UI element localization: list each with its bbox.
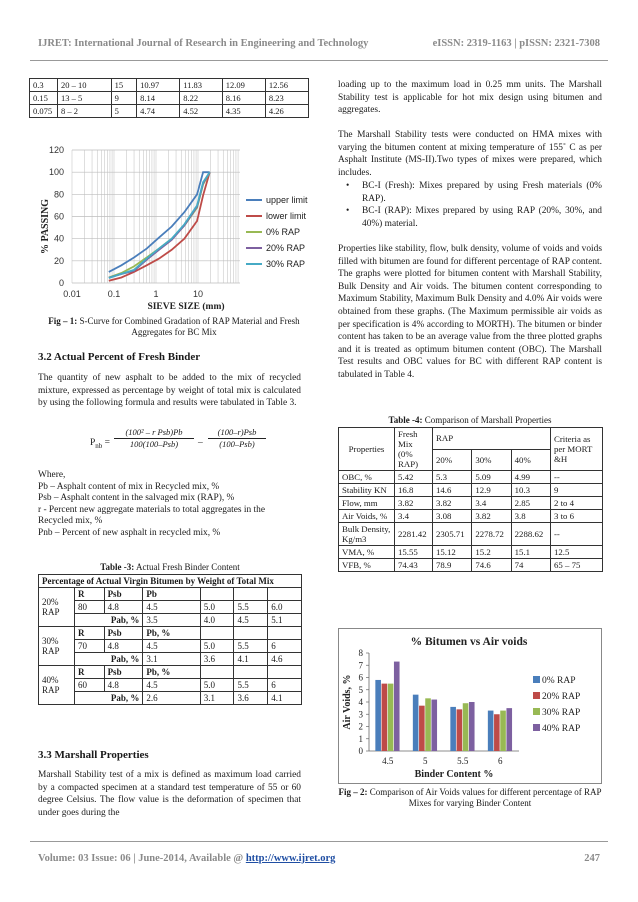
table-cell: OBC, % (339, 471, 395, 484)
table-cell (234, 627, 268, 640)
legend-label: 0% RAP (542, 676, 576, 686)
table-cell (234, 666, 268, 679)
table-cell: Bulk Density, Kg/m3 (339, 523, 395, 546)
table-cell: 3.08 (433, 510, 472, 523)
section-3-3-paragraph: Marshall Stability test of a mix is defined as maximum load carried by a compacted specimen at a standard test temperature of 55 or 60 degree Celsius. The flow value is the deformation of specimen that under goes during the (38, 770, 301, 818)
table-cell: 3.1 (143, 653, 200, 666)
mix-type-list (338, 180, 602, 230)
table-row (39, 692, 302, 705)
table-cell: 74 (511, 559, 550, 572)
bar-40-rap (394, 662, 400, 751)
rap-group-label: 40% RAP (39, 666, 75, 705)
table-cell (268, 666, 302, 679)
table-cell: 4.5 (143, 679, 200, 692)
table-cell: 2288.62 (511, 523, 550, 546)
table-cell: 3.8 (511, 510, 550, 523)
table-cell: 5.09 (472, 471, 511, 484)
header-rule (30, 60, 608, 61)
table-cell: Stability KN (339, 484, 395, 497)
y-tick-label: 20 (53, 255, 64, 266)
table-cell: 4.5 (143, 601, 200, 614)
table-cell: 3.1 (200, 692, 234, 705)
table-cell: 9 (551, 484, 603, 497)
table-cell (200, 588, 234, 601)
table-cell: 4.5 (234, 614, 268, 627)
table-cell: 15.55 (395, 546, 433, 559)
column-header: R (75, 588, 105, 601)
page-footer (38, 853, 600, 864)
table-cell: 2 to 4 (551, 497, 603, 510)
bar-30-rap (388, 684, 394, 751)
column-header: Psb (104, 627, 143, 640)
table-cell: 5.5 (234, 640, 268, 653)
pab-label: Pab, % (75, 653, 143, 666)
page-number: 247 (584, 853, 600, 864)
table-3-title: Percentage of Actual Virgin Bitumen by Weight of Total Mix (39, 575, 302, 588)
table-cell: 3.82 (472, 510, 511, 523)
legend-swatch (533, 708, 540, 715)
rap-group-label: 20% RAP (39, 588, 75, 627)
table-3 (38, 574, 302, 705)
table-cell: 4.26 (265, 105, 308, 118)
table-cell: 6.0 (268, 601, 302, 614)
x-tick-label: 1 (153, 289, 159, 299)
journal-link[interactable]: http://www.ijret.org (245, 853, 336, 864)
table-cell: 8.16 (222, 92, 265, 105)
table-row (39, 666, 302, 679)
table-row (339, 510, 603, 523)
x-tick-label: 4.5 (382, 756, 394, 766)
figure-2-caption: Fig – 2: Comparison of Air Voids values for different percentage of RAP Mixes for varying Binder Content (338, 787, 602, 808)
formula-numerator-1: (100² – r Psb)Pb (125, 427, 183, 437)
header-criteria: Criteria as per MORT &H (551, 428, 603, 471)
table-cell: 3.82 (433, 497, 472, 510)
table-cell: 5.0 (200, 679, 234, 692)
y-tick-label: 1 (358, 733, 363, 744)
section-3-2-paragraph: The quantity of new asphalt to be added to the mix of recycled mixture, expressed as percentage by weight of total mix is calculated by using the following formula and results were tabulated in Table 3. (38, 373, 301, 409)
column-header: Psb (104, 666, 143, 679)
table-cell: 4.8 (104, 640, 143, 653)
header-20: 20% (433, 449, 472, 471)
table-cell: 6 (268, 640, 302, 653)
table-cell: 4.1 (234, 653, 268, 666)
table-cell: 3.4 (472, 497, 511, 510)
table-cell: 12.5 (551, 546, 603, 559)
table-cell: 20 – 10 (58, 79, 112, 92)
y-tick-label: 3 (358, 709, 363, 720)
table-cell: 4.52 (180, 105, 223, 118)
bar-0-rap (488, 711, 494, 751)
s-curve-chart (28, 140, 328, 316)
table-cell (268, 588, 302, 601)
table-cell: 12.09 (222, 79, 265, 92)
legend-label: 20% RAP (542, 692, 581, 702)
x-axis-label: SIEVE SIZE (mm) (147, 302, 225, 312)
table-cell (268, 627, 302, 640)
table-cell: 12.9 (472, 484, 511, 497)
table-row (339, 559, 603, 572)
table-row (30, 105, 309, 118)
chart-title: % Bitumen vs Air voids (410, 636, 528, 648)
table-cell: 4.35 (222, 105, 265, 118)
table-cell: 8.22 (180, 92, 223, 105)
table-cell: 74.43 (395, 559, 433, 572)
table-cell: 8 – 2 (58, 105, 112, 118)
table-cell: 65 – 75 (551, 559, 603, 572)
table-cell (234, 588, 268, 601)
table-cell: 15.12 (433, 546, 472, 559)
legend-label: 30% RAP (542, 708, 581, 718)
bar-20-rap (419, 706, 425, 751)
table-cell: 5.0 (200, 640, 234, 653)
rap-group-label: 30% RAP (39, 627, 75, 666)
table-row (30, 79, 309, 92)
column-header: Pb (143, 588, 200, 601)
y-tick-label: 60 (53, 211, 64, 222)
table-cell: 5.5 (234, 679, 268, 692)
y-tick-label: 100 (48, 167, 64, 178)
footer-rule (30, 841, 608, 842)
list-item: • BC-I (Fresh): Mixes prepared by using Fresh materials (0% RAP). (338, 180, 602, 205)
table-cell: 3.5 (143, 614, 200, 627)
header-rap: RAP (433, 428, 551, 450)
table-cell: 80 (75, 601, 105, 614)
legend-label: 40% RAP (542, 724, 581, 734)
table-4 (338, 427, 603, 572)
table-row (39, 614, 302, 627)
table-cell: 3.82 (395, 497, 433, 510)
formula-denominator-2: (100–Psb) (208, 438, 266, 449)
table-cell: 4.5 (143, 640, 200, 653)
where-label: Where, (38, 470, 66, 480)
bar-40-rap (431, 700, 437, 751)
table-cell: 5.5 (234, 601, 268, 614)
y-tick-label: 120 (48, 145, 64, 155)
bar-0-rap (375, 680, 381, 751)
variable-definitions (38, 470, 302, 540)
table-cell: 13 – 5 (58, 92, 112, 105)
figure-1-caption: Fig – 1: S-Curve for Combined Gradation of RAP Material and Fresh Aggregates for BC Mix (48, 316, 300, 337)
table-cell: 2305.71 (433, 523, 472, 546)
table-cell: 4.99 (511, 471, 550, 484)
bar-20-rap (457, 709, 463, 751)
table-cell: 4.0 (200, 614, 234, 627)
bar-40-rap (506, 708, 512, 751)
table-row (39, 588, 302, 601)
table-cell: 12.56 (265, 79, 308, 92)
right-paragraph-2: The Marshall Stability tests were conducted on HMA mixes with varying the bitumen content at mixing temperature of 155˚ C as per Asphalt Institute (MS-II).Two types of mixes were prepared, which includes. (338, 130, 602, 178)
x-tick-label: 5 (423, 756, 428, 766)
table-row (39, 640, 302, 653)
legend-label: 20% RAP (266, 243, 306, 253)
bar-0-rap (413, 695, 419, 751)
table-cell: 5 (111, 105, 137, 118)
legend-label: 0% RAP (266, 227, 301, 237)
pab-label: Pab, % (75, 614, 143, 627)
table-cell (200, 666, 234, 679)
table-cell: VFB, % (339, 559, 395, 572)
table-cell: 2.85 (511, 497, 550, 510)
table-cell: 5.0 (200, 601, 234, 614)
table-cell: 2.6 (143, 692, 200, 705)
page-header (38, 38, 600, 49)
legend-label: 30% RAP (266, 259, 306, 269)
table-row (339, 523, 603, 546)
x-tick-label: 0.1 (107, 289, 121, 299)
table-cell: 15.1 (511, 546, 550, 559)
x-tick-label: 0.01 (63, 289, 81, 299)
table-cell: 15.2 (472, 546, 511, 559)
section-3-2-heading: 3.2 Actual Percent of Fresh Binder (38, 351, 201, 363)
table-cell: 70 (75, 640, 105, 653)
header-40: 40% (511, 449, 550, 471)
issn: eISSN: 2319-1163 | pISSN: 2321-7308 (432, 38, 600, 49)
table-cell: 74.6 (472, 559, 511, 572)
column-header: Pb, % (143, 627, 200, 640)
legend-swatch (533, 692, 540, 699)
table-cell: 14.6 (433, 484, 472, 497)
x-tick-label: 10 (192, 289, 204, 299)
x-tick-label: 5.5 (457, 756, 469, 766)
definition-pb: Pb – Asphalt content of mix in Recycled mix, % (38, 481, 220, 492)
table-row (39, 601, 302, 614)
table-cell: Flow, mm (339, 497, 395, 510)
table-cell: 78.9 (433, 559, 472, 572)
table-cell: 0.15 (30, 92, 58, 105)
table-cell: -- (551, 471, 603, 484)
table-cell: 2278.72 (472, 523, 511, 546)
table-cell: -- (551, 523, 603, 546)
bar-30-rap (463, 703, 469, 751)
header-30: 30% (472, 449, 511, 471)
table-cell: 5.3 (433, 471, 472, 484)
definition-psb: Psb – Asphalt content in the salvaged mix (RAP), % (38, 493, 235, 504)
table-cell: 5.42 (395, 471, 433, 484)
table-cell: 4.8 (104, 679, 143, 692)
definition-r: r - Percent new aggregate materials to total aggregates in the Recycled mix, % (38, 504, 265, 527)
legend-swatch (533, 676, 540, 683)
table-cell: VMA, % (339, 546, 395, 559)
formula-denominator-1: 100(100–Psb) (114, 438, 194, 449)
table-cell: 3.6 (200, 653, 234, 666)
table-cell: 10.97 (137, 79, 180, 92)
formula-numerator-2: (100–r)Psb (217, 427, 257, 437)
column-header: Psb (104, 588, 143, 601)
pab-label: Pab, % (75, 692, 143, 705)
table-cell (200, 627, 234, 640)
table-cell: 15 (111, 79, 137, 92)
table-row (39, 627, 302, 640)
table-cell: 9 (111, 92, 137, 105)
air-voids-chart (339, 629, 601, 783)
table-cell: 6 (268, 679, 302, 692)
legend-label: upper limit (266, 195, 308, 205)
column-header: R (75, 666, 105, 679)
y-tick-label: 0 (58, 278, 64, 288)
y-tick-label: 2 (358, 721, 363, 732)
legend-swatch (533, 724, 540, 731)
sieve-table-continued (29, 78, 309, 118)
table-cell: 4.8 (104, 601, 143, 614)
table-cell: 3.4 (395, 510, 433, 523)
table-4-caption: Table -4: Comparison of Marshall Properties (388, 415, 552, 425)
table-row (30, 92, 309, 105)
bar-40-rap (469, 702, 475, 751)
y-axis-label: % PASSING (40, 198, 51, 255)
table-row (39, 679, 302, 692)
table-3-caption: Table -3: Actual Fresh Binder Content (100, 562, 240, 572)
table-row (39, 653, 302, 666)
table-cell: 5.1 (268, 614, 302, 627)
bar-0-rap (450, 707, 456, 751)
legend-label: lower limit (266, 211, 307, 221)
table-cell: 2281.42 (395, 523, 433, 546)
formula: $P_{nb}$ = (100² – r Psb)Pb 100(100–Psb) – (100–r)Psb (100–Psb) (90, 427, 270, 461)
y-tick-label: 0 (358, 746, 363, 756)
journal-name: IJRET: International Journal of Research in Engineering and Technology (38, 38, 369, 49)
table-cell: 4.6 (268, 653, 302, 666)
table-row (339, 546, 603, 559)
table-cell: 11.83 (180, 79, 223, 92)
y-axis-label: Air Voids, % (342, 674, 353, 730)
x-tick-label: 6 (498, 756, 503, 766)
y-tick-label: 40 (53, 233, 64, 244)
table-cell: 4.1 (268, 692, 302, 705)
bar-20-rap (382, 684, 388, 751)
table-cell: 4.74 (137, 105, 180, 118)
table-cell: 3.6 (234, 692, 268, 705)
y-tick-label: 4 (358, 697, 363, 707)
y-tick-label: 7 (358, 660, 363, 671)
table-cell: 10.3 (511, 484, 550, 497)
bar-30-rap (500, 711, 506, 751)
footer-volume: Volume: 03 Issue: 06 | June-2014, Available @ http://www.ijret.org (38, 853, 336, 864)
table-row (339, 484, 603, 497)
table-cell: 8.23 (265, 92, 308, 105)
y-tick-label: 6 (358, 672, 363, 683)
section-3-3-heading: 3.3 Marshall Properties (38, 749, 149, 761)
y-tick-label: 80 (53, 189, 64, 200)
table-cell: Air Voids, % (339, 510, 395, 523)
column-header: Pb, % (143, 666, 200, 679)
table-cell: 0.075 (30, 105, 58, 118)
column-header: R (75, 627, 105, 640)
right-paragraph-1: loading up to the maximum load in 0.25 mm units. The Marshall Stability test is applicable for hot mix design using bitumen and aggregates. (338, 80, 602, 116)
list-item: • BC-I (RAP): Mixes prepared by using RAP (20%, 30%, and 40%) material. (338, 205, 602, 230)
y-tick-label: 5 (358, 684, 363, 695)
table-cell: 60 (75, 679, 105, 692)
table-cell: 3 to 6 (551, 510, 603, 523)
figure-1-chart (28, 140, 328, 316)
table-row (339, 497, 603, 510)
table-cell: 16.8 (395, 484, 433, 497)
table-row (339, 471, 603, 484)
table-cell: 8.14 (137, 92, 180, 105)
bar-20-rap (494, 714, 500, 751)
right-paragraph-3: Properties like stability, flow, bulk density, volume of voids and voids filled with bitumen are found for different percentage of RAP content. The graphs were plotted for bitumen content with Marshall Stability, Bulk Density and Air voids. The bitumen content corresponding to Maximum Stability, Maximum Bulk Density and 4.0% Air voids were obtained from these graphs. (The Maximum permissible air voids as per specification is 4% according to MORTH). The bitumen or binder content has taken to be an average value from the three plotted graphs and it is treated as optimum bitumen content (OBC). The Marshall Test results and OBC values for BC with different RAP content is tabulated in Table 4. (338, 244, 602, 380)
header-fresh-mix: Fresh Mix (0% RAP) (395, 428, 433, 471)
table-cell: 0.3 (30, 79, 58, 92)
y-tick-label: 8 (358, 648, 363, 658)
figure-2-chart (338, 628, 602, 784)
header-properties: Properties (339, 428, 395, 471)
x-axis-label: Binder Content % (414, 769, 494, 780)
definition-pnb: Pnb – Percent of new asphalt in recycled mix, % (38, 527, 221, 538)
series-line-upper-limit (109, 172, 210, 272)
bar-30-rap (425, 698, 431, 751)
